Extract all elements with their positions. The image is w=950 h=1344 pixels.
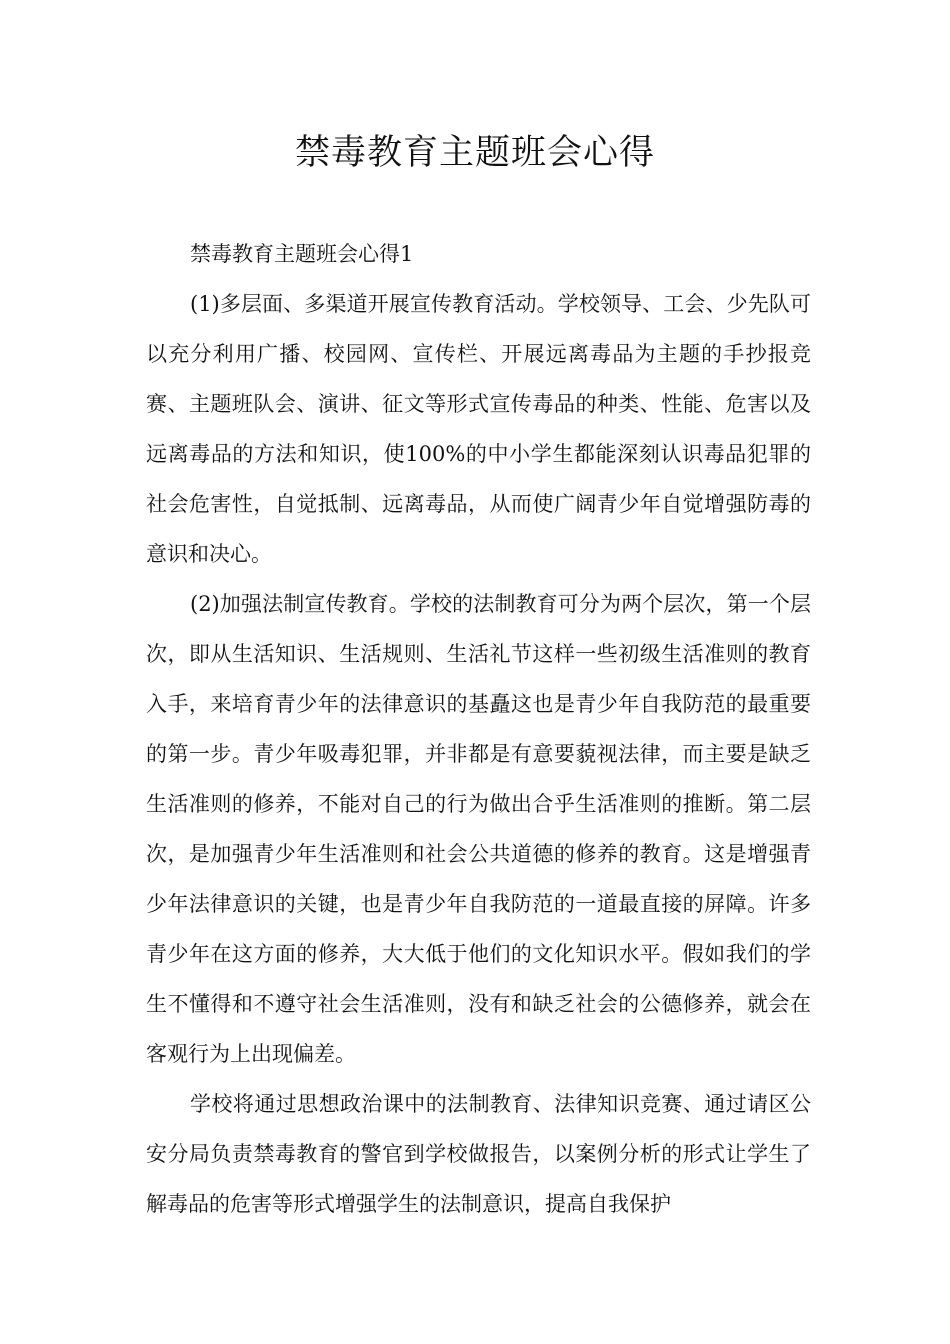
- paragraph-3: 学校将通过思想政治课中的法制教育、法律知识竞赛、通过请区公安分局负责禁毒教育的警官到学校做报告，以案例分析的形式让学生了解毒品的危害等形式增强学生的法制意识，提高自我保护: [146, 1092, 811, 1216]
- document-title: 禁毒教育主题班会心得: [294, 133, 655, 173]
- paragraph-2: (2)加强法制宣传教育。学校的法制教育可分为两个层次，第一个层次，即从生活知识、生活规则、生活礼节这样一些初级生活准则的教育入手，来培育青少年的法律意识的基矗这也是青少年自我防范的最重要的第一步。青少年吸毒犯罪，并非都是有意要藐视法律，而主要是缺乏生活准则的修养，不能对自己的行为做出合乎生活准则的推断。第二层次，是加强青少年生活准则和社会公共道德的修养的教育。这是增强青少年法律意识的关键，也是青少年自我防范的一道最直接的屏障。许多青少年在这方面的修养，大大低于他们的文化知识水平。假如我们的学生不懂得和不遵守社会生活准则，没有和缺乏社会的公德修养，就会在客观行为上出现偏差。: [146, 592, 811, 1066]
- paragraph-subtitle: 禁毒教育主题班会心得1: [190, 242, 414, 266]
- document-body: [146, 229, 811, 1229]
- paragraph-1: (1)多层面、多渠道开展宣传教育活动。学校领导、工会、少先队可以充分利用广播、校园网、宣传栏、开展远离毒品为主题的手抄报竞赛、主题班队会、演讲、征文等形式宣传毒品的种类、性能、危害以及远离毒品的方法和知识，使100%的中小学生都能深刻认识毒品犯罪的社会危害性，自觉抵制、远离毒品，从而使广阔青少年自觉增强防毒的意识和决心。: [146, 292, 811, 566]
